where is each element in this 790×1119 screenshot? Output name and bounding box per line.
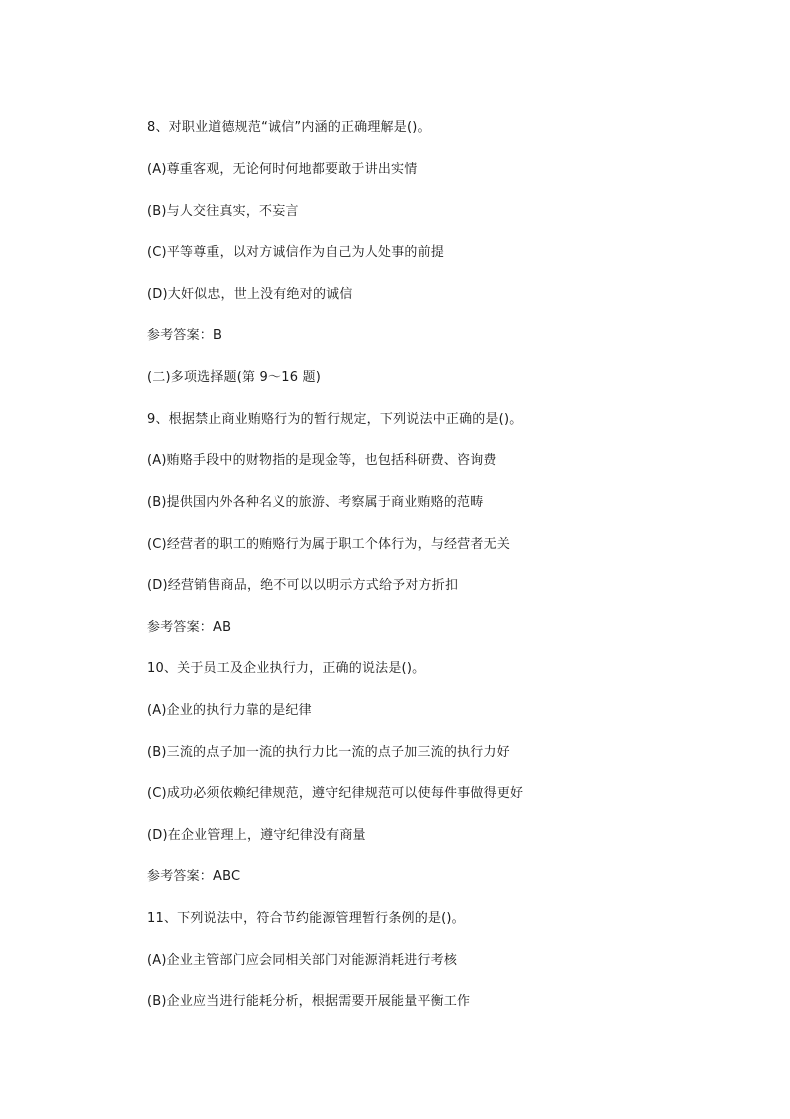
question-9-stem: 9、根据禁止商业贿赂行为的暂行规定，下列说法中正确的是()。	[147, 412, 523, 427]
question-10-answer: 参考答案：ABC	[147, 869, 241, 884]
question-10-option-d: (D)在企业管理上，遵守纪律没有商量	[147, 828, 366, 843]
question-8-answer: 参考答案：B	[147, 328, 223, 343]
question-8-stem: 8、对职业道德规范“诚信”内涵的正确理解是()。	[147, 120, 431, 135]
question-10-option-a: (A)企业的执行力靠的是纪律	[147, 703, 312, 718]
question-9-option-a: (A)贿赂手段中的财物指的是现金等，也包括科研费、咨询费	[147, 453, 497, 468]
question-8-option-b: (B)与人交往真实，不妄言	[147, 204, 299, 219]
question-10-option-c: (C)成功必须依赖纪律规范，遵守纪律规范可以使每件事做得更好	[147, 786, 524, 801]
question-8-option-a: (A)尊重客观，无论何时何地都要敢于讲出实情	[147, 162, 418, 177]
question-9-option-d: (D)经营销售商品，绝不可以以明示方式给予对方折扣	[147, 578, 459, 593]
question-9-answer: 参考答案：AB	[147, 620, 232, 635]
question-11-stem: 11、下列说法中，符合节约能源管理暂行条例的是()。	[147, 911, 465, 926]
question-9-option-b: (B)提供国内外各种名义的旅游、考察属于商业贿赂的范畴	[147, 495, 484, 510]
question-8-option-d: (D)大奸似忠，世上没有绝对的诚信	[147, 287, 353, 302]
question-10-option-b: (B)三流的点子加一流的执行力比一流的点子加三流的执行力好	[147, 745, 510, 760]
question-11-option-b: (B)企业应当进行能耗分析，根据需要开展能量平衡工作	[147, 994, 471, 1009]
question-11-option-a: (A)企业主管部门应会同相关部门对能源消耗进行考核	[147, 953, 458, 968]
section-heading: (二)多项选择题(第 9～16 题)	[147, 370, 321, 385]
question-10-stem: 10、关于员工及企业执行力，正确的说法是()。	[147, 661, 426, 676]
question-9-option-c: (C)经营者的职工的贿赂行为属于职工个体行为，与经营者无关	[147, 537, 511, 552]
question-8-option-c: (C)平等尊重，以对方诚信作为自己为人处事的前提	[147, 245, 445, 260]
